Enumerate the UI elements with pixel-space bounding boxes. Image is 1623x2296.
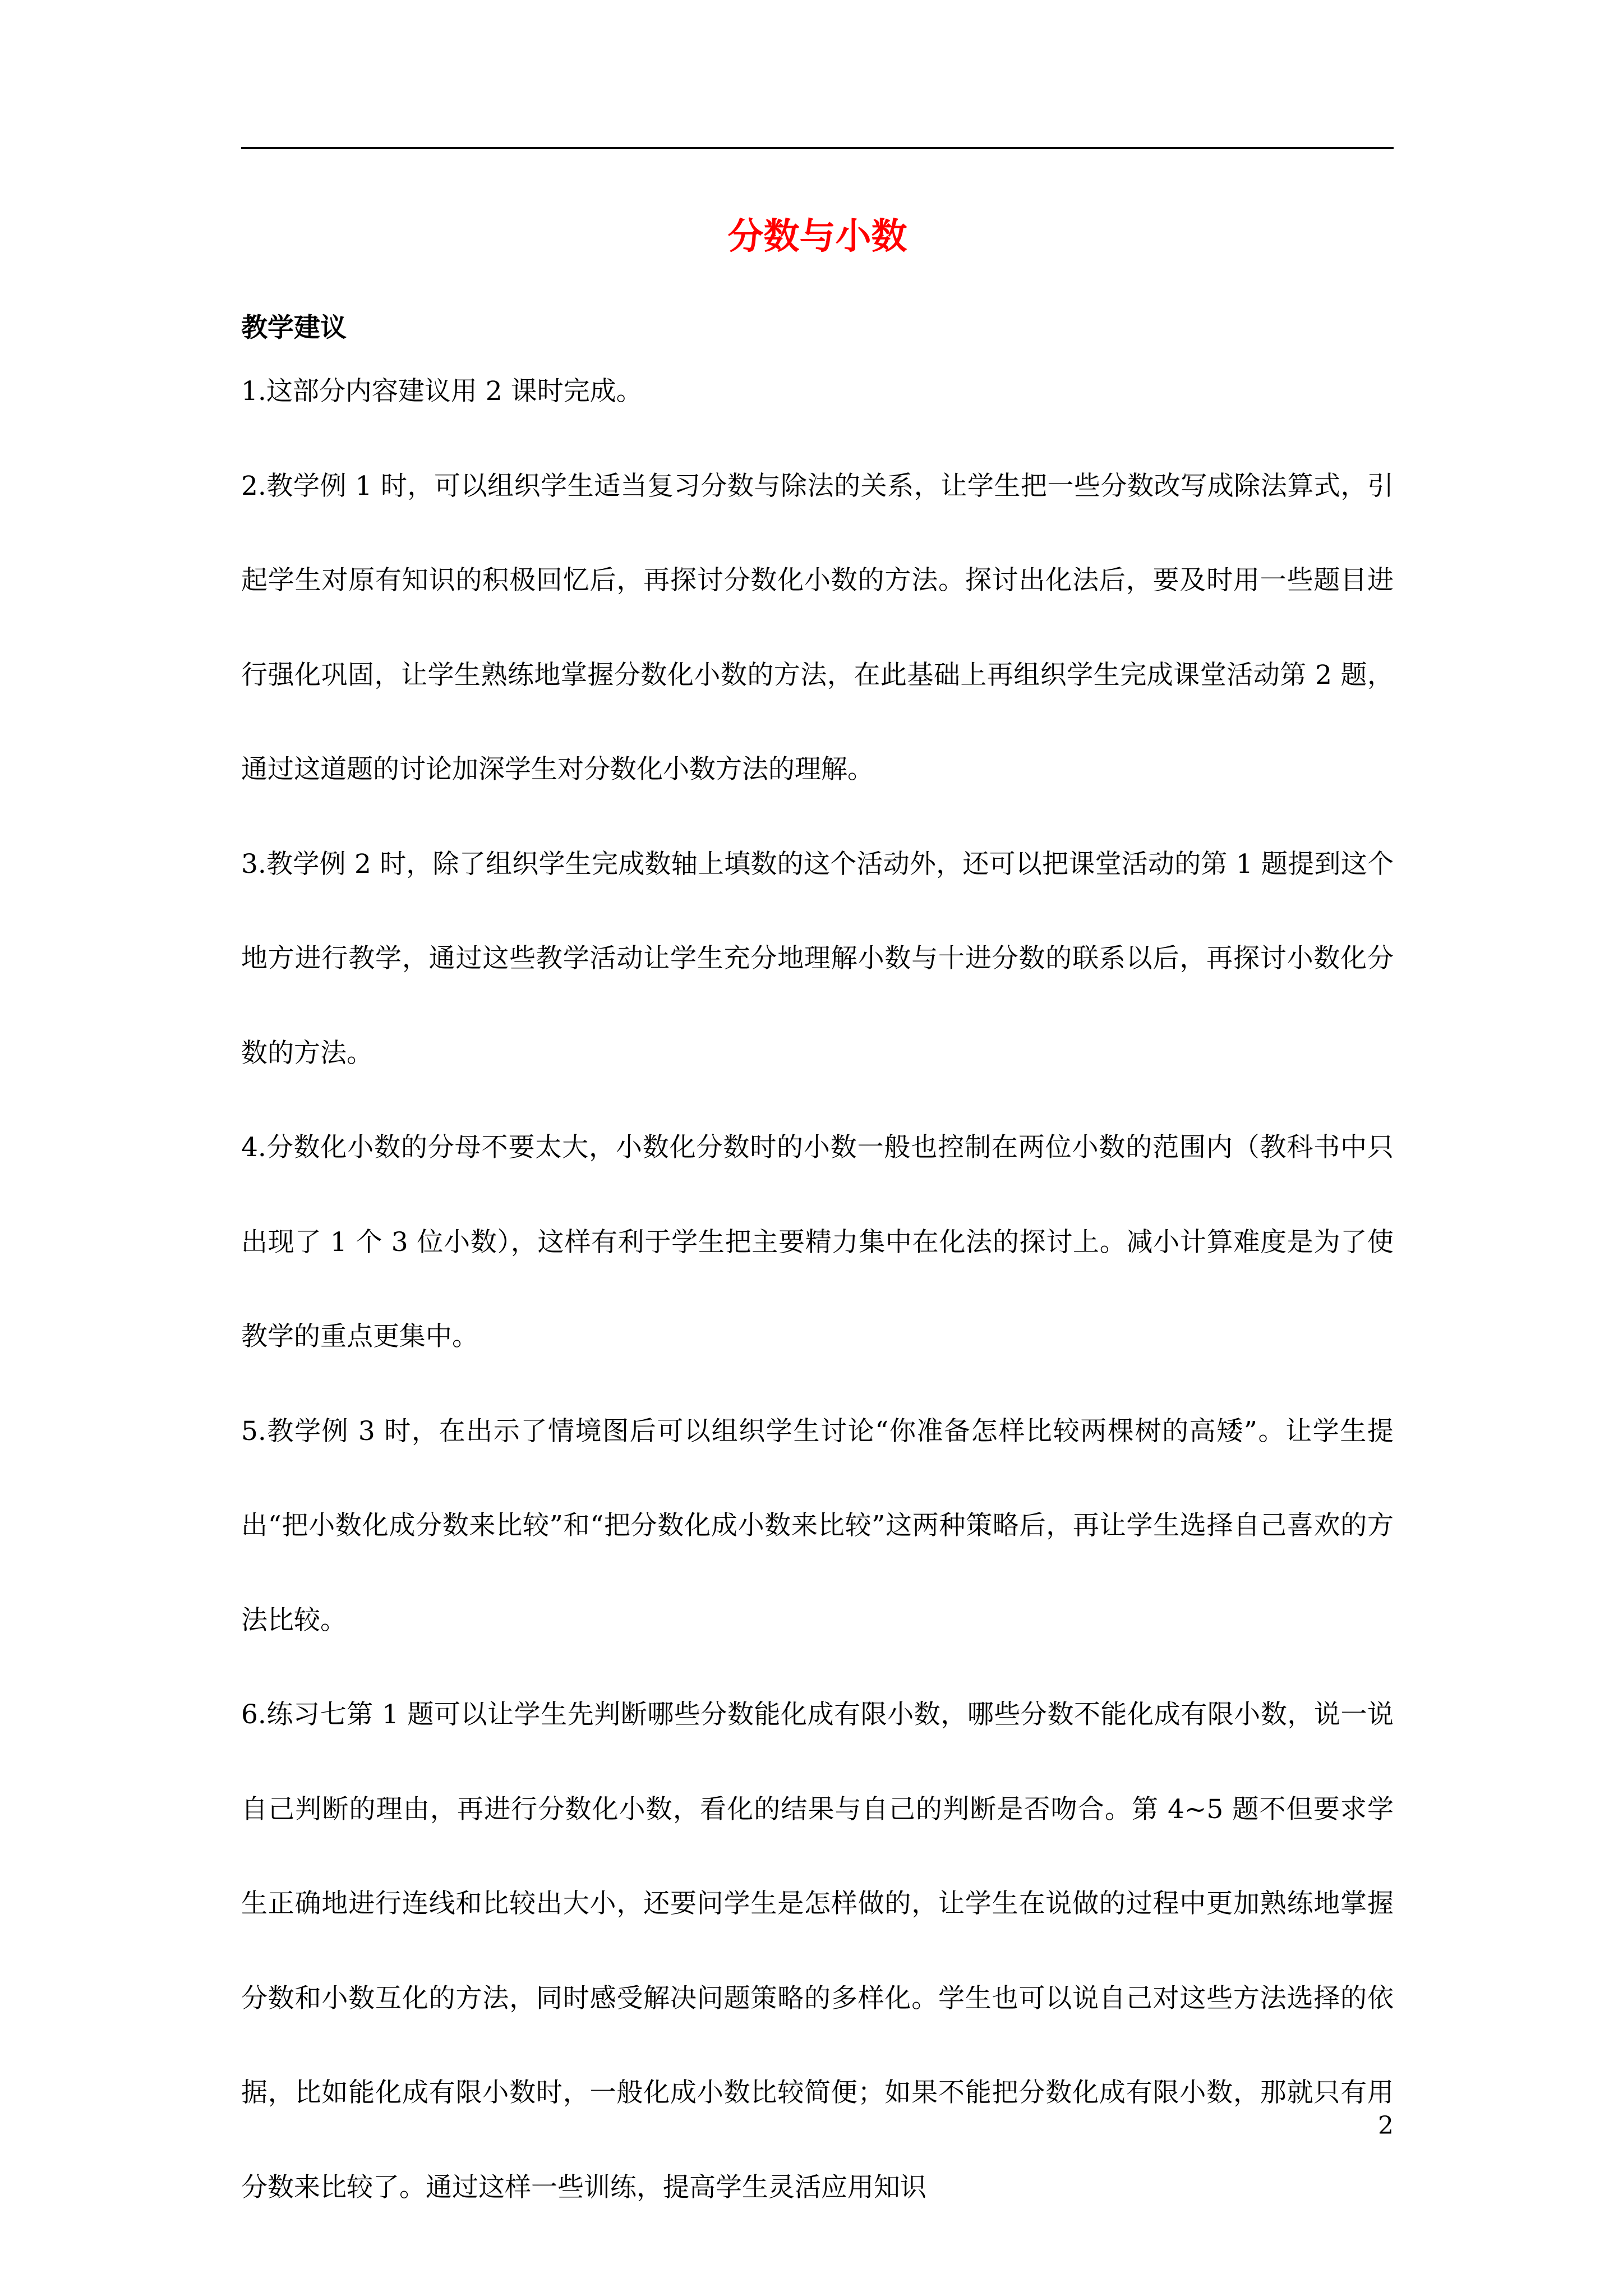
section-heading: 教学建议 xyxy=(241,312,347,343)
paragraph-3: 3.教学例 2 时，除了组织学生完成数轴上填数的这个活动外，还可以把课堂活动的第 1 题提到这个地方进行教学，通过这些教学活动让学生充分地理解小数与十进分数的联系以后，再探讨小数化分数的方法。 xyxy=(241,848,1394,1069)
header-rule xyxy=(241,147,1394,149)
paragraph-6: 6.练习七第 1 题可以让学生先判断哪些分数能化成有限小数，哪些分数不能化成有限小数，说一说自己判断的理由，再进行分数化小数，看化的结果与自己的判断是否吻合。第 4~5 题不但要求学生正确地进行连线和比较出大小，还要问学生是怎样做的，让学生在说做的过程中更加熟练地掌握分数和小数互化的方法，同时感受解决问题策略的多样化。学生也可以说自己对这些方法选择的依据，比如能化成有限小数时，一般化成小数比较简便；如果不能把分数化成有限小数，那就只有用分数来比较了。通过这样一些训练，提高学生灵活应用知识 xyxy=(241,1699,1394,2203)
paragraph-5: 5.教学例 3 时，在出示了情境图后可以组织学生讨论“你准备怎样比较两棵树的高矮”。让学生提出“把小数化成分数来比较”和“把分数化成小数来比较”这两种策略后，再让学生选择自己喜欢的方法比较。 xyxy=(241,1415,1394,1636)
paragraph-1: 1.这部分内容建议用 2 课时完成。 xyxy=(241,376,643,407)
page-number: 2 xyxy=(1378,2111,1394,2140)
document-title: 分数与小数 xyxy=(727,215,907,257)
paragraph-4: 4.分数化小数的分母不要太大，小数化分数时的小数一般也控制在两位小数的范围内（教科书中只出现了 1 个 3 位小数），这样有利于学生把主要精力集中在化法的探讨上。减小计算难度是为了使教学的重点更集中。 xyxy=(241,1132,1394,1352)
paragraph-2: 2.教学例 1 时，可以组织学生适当复习分数与除法的关系，让学生把一些分数改写成除法算式，引起学生对原有知识的积极回忆后，再探讨分数化小数的方法。探讨出化法后，要及时用一些题目进行强化巩固，让学生熟练地掌握分数化小数的方法，在此基础上再组织学生完成课堂活动第 2 题，通过这道题的讨论加深学生对分数化小数方法的理解。 xyxy=(241,470,1394,785)
body-text xyxy=(241,344,1394,2235)
